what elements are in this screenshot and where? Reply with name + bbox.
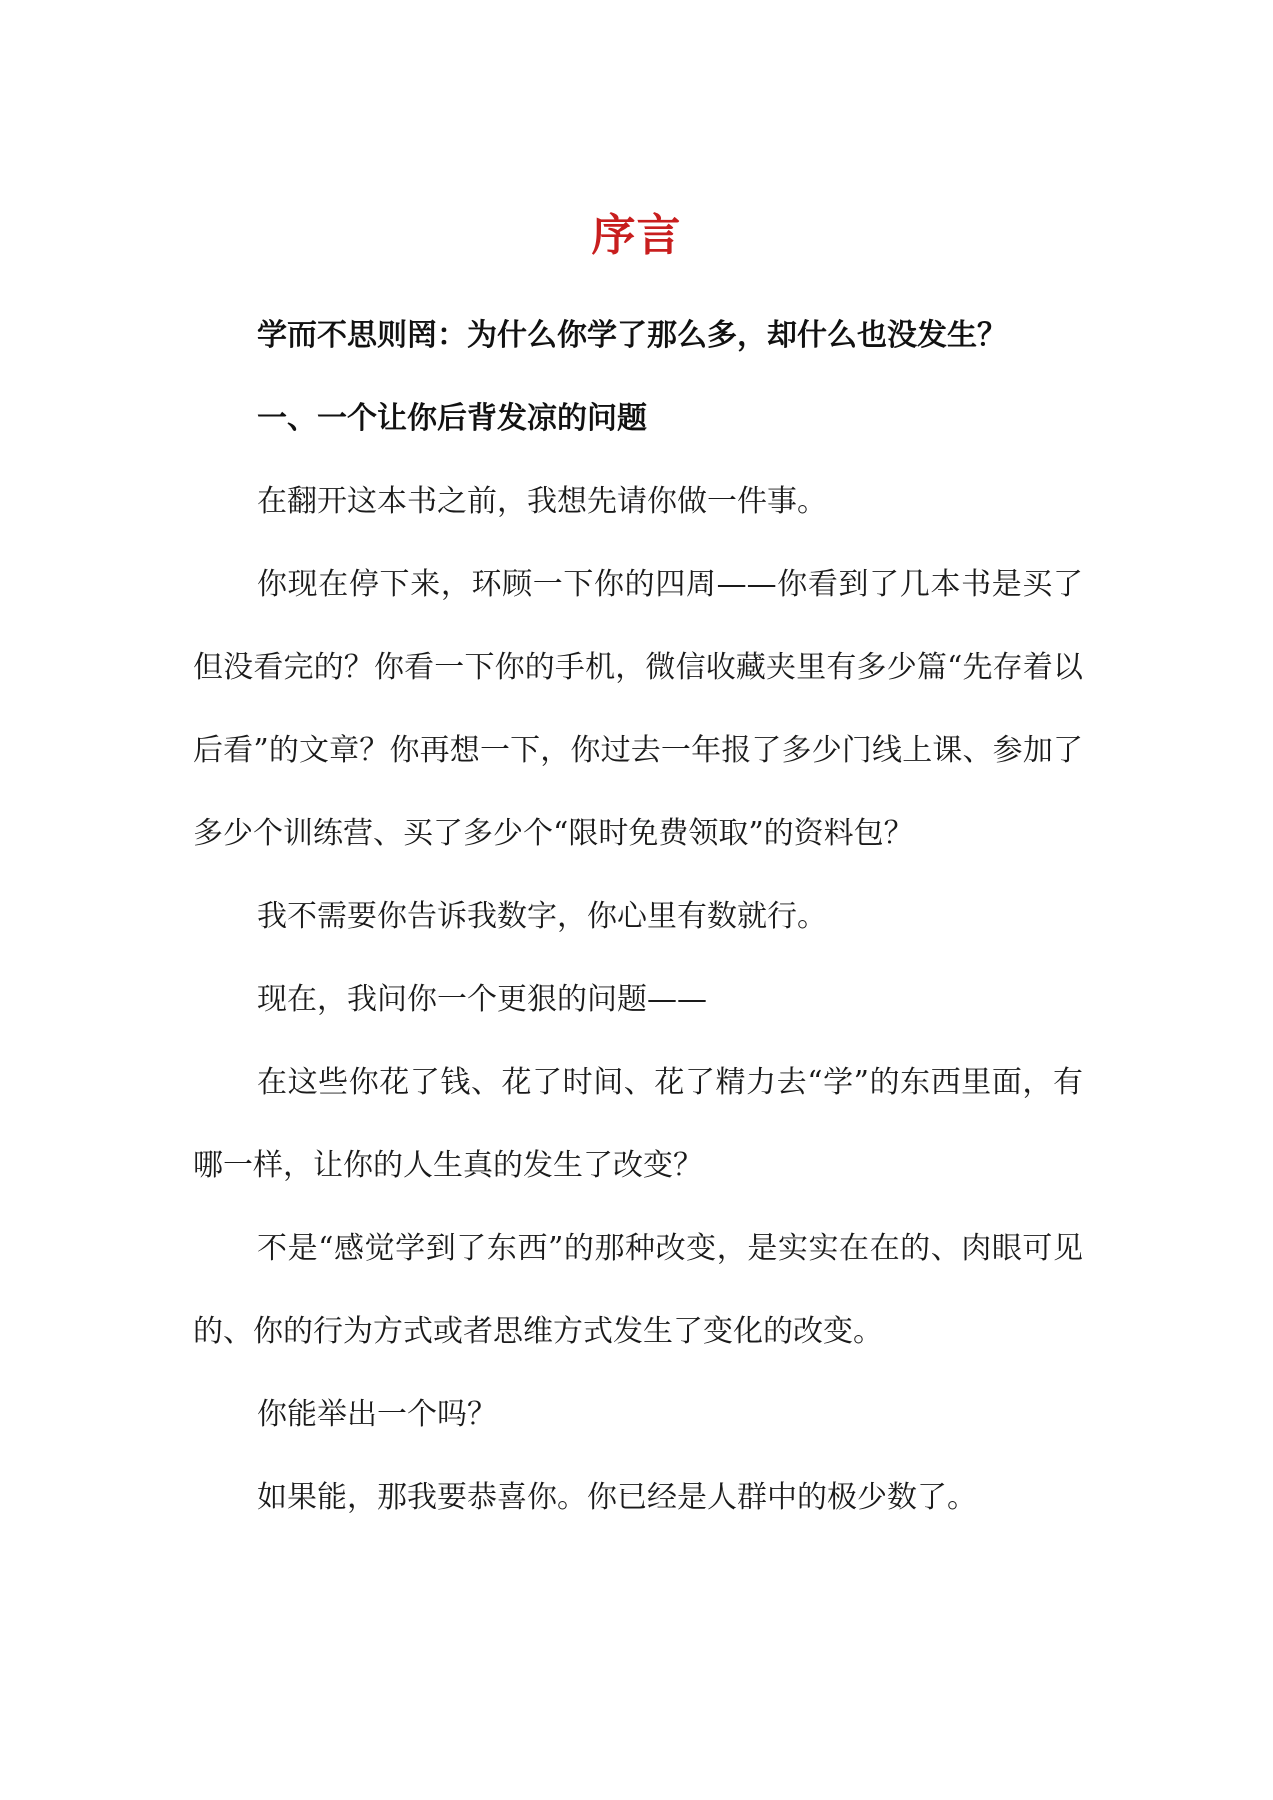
paragraph: 在翻开这本书之前，我想先请你做一件事。 <box>257 484 827 519</box>
paragraph: 在这些你花了钱、花了时间、花了精力去“学”的东西里面，有哪一样，让你的人生真的发生了改变？ <box>193 1065 1083 1183</box>
paragraph: 你能举出一个吗？ <box>257 1397 497 1432</box>
paragraph: 你现在停下来，环顾一下你的四周——你看到了几本书是买了但没看完的？你看一下你的手机，微信收藏夹里有多少篇“先存着以后看”的文章？你再想一下，你过去一年报了多少门线上课、参加了多少个训练营、买了多少个“限时免费领取”的资料包？ <box>193 567 1083 851</box>
paragraph: 如果能，那我要恭喜你。你已经是人群中的极少数了。 <box>257 1480 977 1515</box>
paragraph: 现在，我问你一个更狠的问题—— <box>257 982 707 1017</box>
page-title: 序言 <box>591 210 682 261</box>
document-body <box>193 294 1083 1539</box>
paragraph: 不是“感觉学到了东西”的那种改变，是实实在在的、肉眼可见的、你的行为方式或者思维方式发生了变化的改变。 <box>193 1231 1083 1349</box>
paragraph: 我不需要你告诉我数字，你心里有数就行。 <box>257 899 827 934</box>
section-heading: 一、一个让你后背发凉的问题 <box>257 401 647 436</box>
subtitle: 学而不思则罔：为什么你学了那么多，却什么也没发生？ <box>257 318 1007 353</box>
